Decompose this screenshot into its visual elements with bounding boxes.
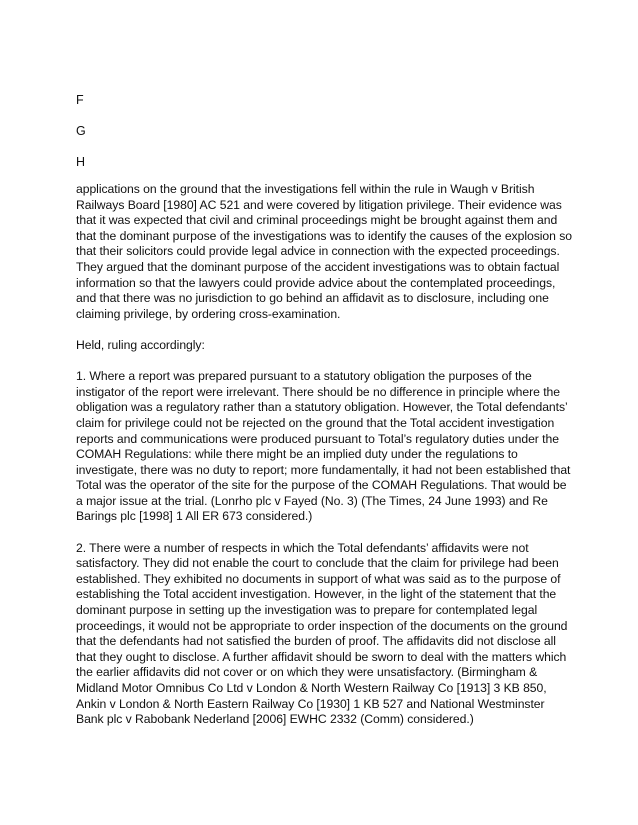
margin-marker-h: H bbox=[76, 155, 86, 169]
paragraph-holding-1: 1. Where a report was prepared pursuant to a statutory obligation the purposes of the instigator of the report were irrelevant. There should be no difference in principle where the obligation was a regulatory rather than a statutory obligation. However, the Total defendants’ claim for privilege could not be rejected on the ground that the Total accident investigation reports and communications were produced pursuant to Total’s regulatory duties under the COMAH Regulations: while there might be an implied duty under the regulations to investigate, there was no duty to report; more fundamentally, it had not been established that Total was the operator of the site for the purpose of the COMAH Regulations. That would be a major issue at the trial. (Lonrho plc v Fayed (No. 3) (The Times, 24 June 1993) and Re Barings plc [1998] 1 All ER 673 considered.) bbox=[76, 369, 571, 524]
margin-marker-f: F bbox=[76, 93, 84, 107]
judgment-body bbox=[76, 182, 572, 743]
paragraph-held: Held, ruling accordingly: bbox=[76, 337, 205, 352]
paragraph-applications: applications on the ground that the investigations fell within the rule in Waugh v British Railways Board [1980] AC 521 and were covered by litigation privilege. Their evidence was that it was expected that civil and criminal proceedings might be brought against them and that the dominant purpose of the investigations was to identify the causes of the explosion so that their solicitors could provide legal advice in connection with the expected proceedings. They argued that the dominant purpose of the accident investigations was to obtain factual information so that the lawyers could provide advice about the contemplated proceedings, and that there was no jurisdiction to go behind an affidavit as to disclosure, including one claiming privilege, by ordering cross-examination. bbox=[76, 182, 572, 321]
margin-marker-g: G bbox=[76, 124, 86, 138]
paragraph-holding-2: 2. There were a number of respects in which the Total defendants’ affidavits were not satisfactory. They did not enable the court to conclude that the claim for privilege had been established. They exhibited no documents in support of what was said as to the purpose of establishing the Total accident investigation. However, in the light of the statement that the dominant purpose in setting up the investigation was to prepare for contemplated legal proceedings, it would not be appropriate to order inspection of the documents on the ground that the defendants had not satisfied the burden of proof. The affidavits did not disclose all that they ought to disclose. A further affidavit should be sworn to deal with the matters which the earlier affidavits did not cover or on which they were unsatisfactory. (Birmingham & Midland Motor Omnibus Co Ltd v London & North Western Railway Co [1913] 3 KB 850, Ankin v London & North Eastern Railway Co [1930] 1 KB 527 and National Westminster Bank plc v Rabobank Nederland [2006] EWHC 2332 (Comm) considered.) bbox=[76, 540, 568, 727]
